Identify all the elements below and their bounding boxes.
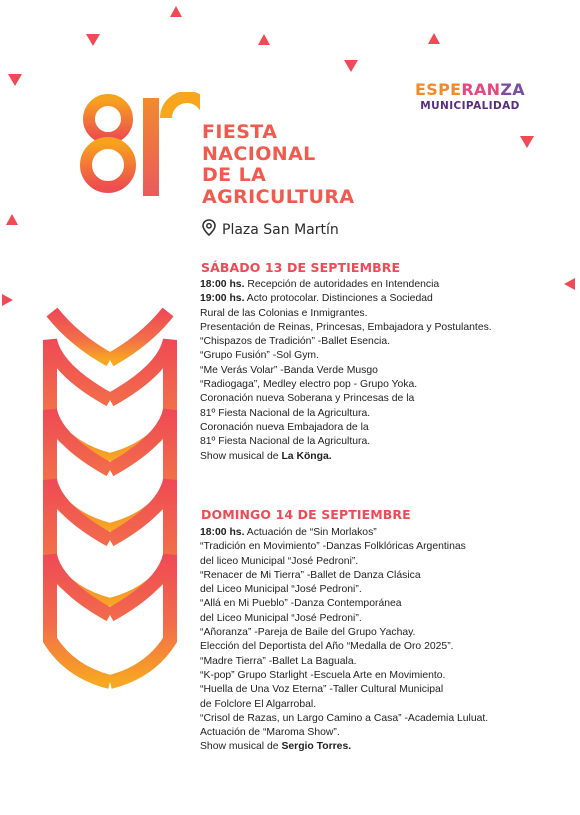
schedule-text: “Grupo Fusión” -Sol Gym. [200,350,319,362]
schedule-line [200,435,492,449]
schedule-line [200,555,488,569]
schedule-text: Actuación de “Maroma Show”. [200,727,340,739]
schedule-line [200,726,488,740]
title-line: FIESTA [202,121,278,143]
schedule-line [200,669,488,683]
schedule-line [200,335,492,349]
saturday-schedule [200,278,492,464]
schedule-line [200,626,488,640]
schedule-line [200,698,488,712]
schedule-line [200,740,488,754]
schedule-text: “Me Verás Volar” -Banda Verde Musgo [200,364,378,376]
schedule-text: “Tradición en Movimiento” -Danzas Folklóricas Argentinas [200,541,466,553]
schedule-text: 81º Fiesta Nacional de la Agricultura. [200,407,371,419]
schedule-text: Elección del Deportista del Año “Medalla de Oro 2025”. [200,641,454,653]
brand-subtitle: MUNICIPALIDAD [420,100,520,112]
schedule-line [200,392,492,406]
decor-triangle [344,60,358,72]
decor-triangle [258,34,270,45]
schedule-line [200,378,492,392]
schedule-time: 19:00 hs. [200,293,245,305]
decor-triangle [520,136,534,148]
schedule-text: Acto protocolar. Distinciones a Sociedad [244,293,433,305]
schedule-text: “Radiogaga”, Medley electro pop - Grupo Yoka. [200,379,418,391]
brand-part: RAN [461,80,501,99]
schedule-artist: La Könga. [281,450,332,462]
schedule-text: “Añoranza” -Pareja de Baile del Grupo Yachay. [200,627,416,639]
schedule-time: 18:00 hs. [200,527,245,538]
schedule-line [200,321,492,335]
schedule-text: Show musical de [200,450,282,462]
brand-name [410,80,530,99]
sunday-title: DOMINGO 14 DE SEPTIEMBRE [201,507,411,522]
schedule-line [200,640,488,654]
schedule-line [200,597,488,611]
schedule-text: del liceo Municipal “José Pedroni”. [200,555,359,567]
schedule-text: Actuación de “Sin Morlakos” [244,527,377,538]
municipality-logo [410,80,530,112]
brand-part: ZA [500,80,525,99]
schedule-line [200,569,488,583]
schedule-line [200,526,488,540]
decor-triangle [8,74,22,86]
schedule-line [200,307,492,321]
schedule-line [200,407,492,421]
decor-triangle [428,33,440,44]
venue [202,219,339,241]
schedule-text: Coronación nueva Embajadora de la [200,421,369,433]
schedule-line [200,612,488,626]
title-line: NACIONAL [202,142,316,165]
schedule-artist: Sergio Torres. [281,741,352,753]
sunday-schedule [200,526,488,755]
title-line: DE LA [202,164,267,186]
schedule-line [200,364,492,378]
schedule-text: 81º Fiesta Nacional de la Agricultura. [200,436,371,448]
schedule-line [200,349,492,363]
schedule-line [200,278,492,292]
schedule-line [200,540,488,554]
schedule-text: del Liceo Municipal “José Pedroni”. [200,612,362,624]
brand-part: ESPE [415,80,462,99]
schedule-line [200,655,488,669]
schedule-text: Rural de las Colonias e Inmigrantes. [200,307,368,319]
event-number [80,92,200,207]
schedule-text: “Madre Tierra” -Ballet La Baguala. [200,655,357,667]
schedule-line [200,583,488,597]
decor-triangle [6,214,18,225]
title-line: AGRICULTURA [202,185,355,208]
schedule-time: 18:00 hs. [200,279,245,290]
schedule-text: “Allá en Mi Pueblo” -Danza Contemporánea [200,598,402,610]
decor-triangle [170,6,182,17]
decor-triangle [86,34,100,46]
schedule-text: “Renacer de Mi Tierra” -Ballet de Danza Clásica [200,569,421,581]
schedule-text: “Crisol de Razas, un Largo Camino a Casa” -Academia Luluat. [200,712,489,724]
wheat-icon [30,300,190,815]
schedule-text: “Huella de Una Voz Eterna” -Taller Cultural Municipal [200,684,444,696]
schedule-line [200,712,488,726]
schedule-text: de Folclore El Algarrobal. [200,698,317,710]
event-title [202,122,354,208]
schedule-line [200,450,492,464]
schedule-text: Coronación nueva Soberana y Princesas de la [200,393,415,405]
schedule-line [200,683,488,697]
schedule-text: del Liceo Municipal “José Pedroni”. [200,584,362,596]
schedule-text: “K-pop” Grupo Starlight -Escuela Arte en Movimiento. [200,669,446,681]
schedule-line [200,421,492,435]
decor-triangle [564,278,575,290]
schedule-text: Recepción de autoridades en Intendencia [244,279,440,290]
venue-name: Plaza San Martín [222,222,339,238]
decor-triangle [2,294,13,306]
schedule-text: “Chispazos de Tradición” -Ballet Esencia. [200,336,391,348]
schedule-text: Presentación de Reinas, Princesas, Embajadora y Postulantes. [200,321,492,333]
schedule-line [200,292,492,306]
location-pin-icon [202,219,216,241]
saturday-title: SÁBADO 13 DE SEPTIEMBRE [201,260,401,275]
schedule-text: Show musical de [200,741,282,753]
